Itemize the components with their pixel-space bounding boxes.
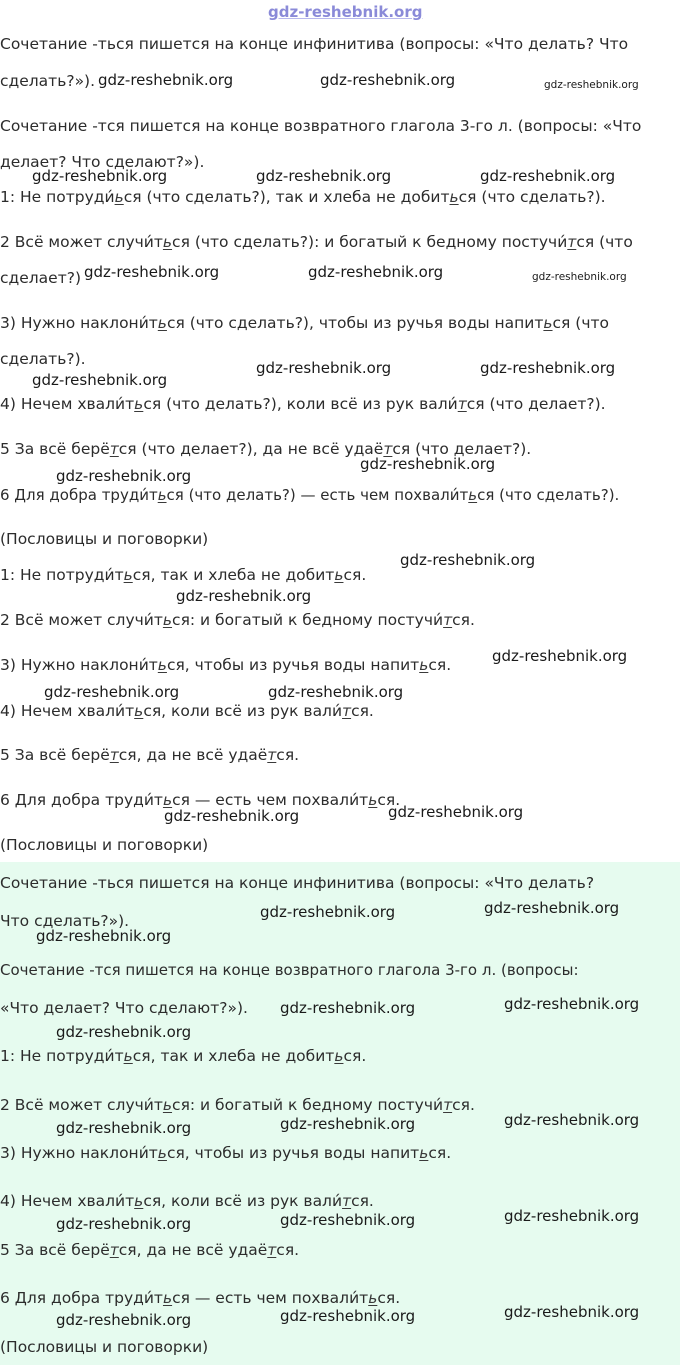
answer-line: 4) Нечем хвали́ться, коли всё из рук вали́тся.	[0, 1192, 374, 1210]
answer-line: 3) Нужно наклони́ться, чтобы из ручья воды напиться.	[0, 1144, 452, 1162]
watermark[interactable]: gdz-reshebnik.org	[480, 167, 616, 185]
proverb-line: 2 Всё может случи́ться (что сделать?): и богатый к бедному постучи́тся (что	[0, 233, 633, 251]
proverb-line: 3) Нужно наклони́ться (что сделать?), чтобы из ручья воды напиться (что	[0, 314, 610, 332]
answer-line: 5 За всё берётся, да не всё удаётся.	[0, 1241, 300, 1259]
watermark[interactable]: gdz-reshebnik.org	[504, 1303, 640, 1321]
answer-line: 6 Для добра труди́ться — есть чем похвали́ться.	[0, 1289, 401, 1307]
rule-tsya-reflexive-cont: «Что делает? Что сделают?»).	[0, 999, 248, 1017]
watermark[interactable]: gdz-reshebnik.org	[98, 71, 234, 89]
watermark[interactable]: gdz-reshebnik.org	[260, 903, 396, 921]
watermark[interactable]: gdz-reshebnik.org	[480, 359, 616, 377]
watermark[interactable]: gdz-reshebnik.org	[544, 79, 639, 91]
watermark[interactable]: gdz-reshebnik.org	[280, 1211, 416, 1229]
proverb-line: 4) Нечем хвали́ться (что делать?), коли всё из рук вали́тся (что делает?).	[0, 395, 606, 413]
rule-tsya-infinitive-cont: Что сделать?»).	[0, 912, 130, 930]
watermark[interactable]: gdz-reshebnik.org	[56, 467, 192, 485]
watermark[interactable]: gdz-reshebnik.org	[280, 999, 416, 1017]
rule-tsya-infinitive-cont: сделать?»).	[0, 72, 96, 90]
proverb-line-cont: сделает?)	[0, 269, 82, 287]
watermark[interactable]: gdz-reshebnik.org	[32, 371, 168, 389]
proverb-line: 1: Не потруди́ься (что сделать?), так и хлеба не добиться (что сделать?).	[0, 188, 606, 206]
watermark[interactable]: gdz-reshebnik.org	[56, 1023, 192, 1041]
answer-line: 1: Не потруди́ться, так и хлеба не добиться.	[0, 1047, 367, 1065]
answer-line: 1: Не потруди́ться, так и хлеба не добиться.	[0, 566, 367, 584]
watermark[interactable]: gdz-reshebnik.org	[56, 1119, 192, 1137]
watermark[interactable]: gdz-reshebnik.org	[56, 1311, 192, 1329]
watermark[interactable]: gdz-reshebnik.org	[504, 995, 640, 1013]
watermark[interactable]: gdz-reshebnik.org	[256, 167, 392, 185]
rule-tsya-reflexive: Сочетание -тся пишется на конце возвратного глагола 3-го л. (вопросы: «Что	[0, 117, 642, 135]
watermark[interactable]: gdz-reshebnik.org	[56, 1215, 192, 1233]
watermark[interactable]: gdz-reshebnik.org	[320, 71, 456, 89]
watermark[interactable]: gdz-reshebnik.org	[532, 271, 627, 283]
watermark[interactable]: gdz-reshebnik.org	[84, 263, 220, 281]
watermark[interactable]: gdz-reshebnik.org	[36, 927, 172, 945]
answer-line: 4) Нечем хвали́ться, коли всё из рук вали́тся.	[0, 702, 374, 720]
answer-line: 2 Всё может случи́ться: и богатый к бедному постучи́тся.	[0, 611, 475, 629]
watermark[interactable]: gdz-reshebnik.org	[268, 683, 404, 701]
rule-tsya-infinitive: Сочетание -ться пишется на конце инфинитива (вопросы: «Что делать? Что	[0, 35, 629, 53]
proverb-line: 6 Для добра труди́ться (что делать?) — есть чем похвали́ться (что сделать?).	[0, 486, 620, 504]
watermark[interactable]: gdz-reshebnik.org	[492, 647, 628, 665]
watermark[interactable]: gdz-reshebnik.org	[388, 803, 524, 821]
rule-tsya-infinitive: Сочетание -ться пишется на конце инфинитива (вопросы: «Что делать?	[0, 874, 595, 892]
watermark-top[interactable]: gdz-reshebnik.org	[268, 3, 423, 21]
proverb-line-cont: сделать?).	[0, 350, 86, 368]
watermark[interactable]: gdz-reshebnik.org	[280, 1115, 416, 1133]
watermark[interactable]: gdz-reshebnik.org	[484, 899, 620, 917]
rule-tsya-reflexive: Сочетание -тся пишется на конце возвратного глагола 3-го л. (вопросы:	[0, 961, 579, 979]
proverb-line: 5 За всё берётся (что делает?), да не всё удаётся (что делает?).	[0, 440, 532, 458]
watermark[interactable]: gdz-reshebnik.org	[504, 1111, 640, 1129]
watermark[interactable]: gdz-reshebnik.org	[164, 807, 300, 825]
watermark[interactable]: gdz-reshebnik.org	[400, 551, 536, 569]
watermark[interactable]: gdz-reshebnik.org	[176, 587, 312, 605]
source-note: (Пословицы и поговорки)	[0, 836, 209, 854]
answer-line: 3) Нужно наклони́ться, чтобы из ручья воды напиться.	[0, 656, 452, 674]
answer-line: 6 Для добра труди́ться — есть чем похвали́ться.	[0, 791, 401, 809]
rule-tsya-reflexive-cont: делает? Что сделают?»).	[0, 153, 205, 171]
answer-line: 2 Всё может случи́ться: и богатый к бедному постучи́тся.	[0, 1096, 475, 1114]
watermark[interactable]: gdz-reshebnik.org	[280, 1307, 416, 1325]
watermark[interactable]: gdz-reshebnik.org	[504, 1207, 640, 1225]
source-note: (Пословицы и поговорки)	[0, 530, 209, 548]
watermark[interactable]: gdz-reshebnik.org	[44, 683, 180, 701]
source-note: (Пословицы и поговорки)	[0, 1338, 209, 1356]
watermark[interactable]: gdz-reshebnik.org	[308, 263, 444, 281]
watermark[interactable]: gdz-reshebnik.org	[360, 455, 496, 473]
watermark[interactable]: gdz-reshebnik.org	[32, 167, 168, 185]
answer-line: 5 За всё берётся, да не всё удаётся.	[0, 746, 300, 764]
watermark[interactable]: gdz-reshebnik.org	[256, 359, 392, 377]
